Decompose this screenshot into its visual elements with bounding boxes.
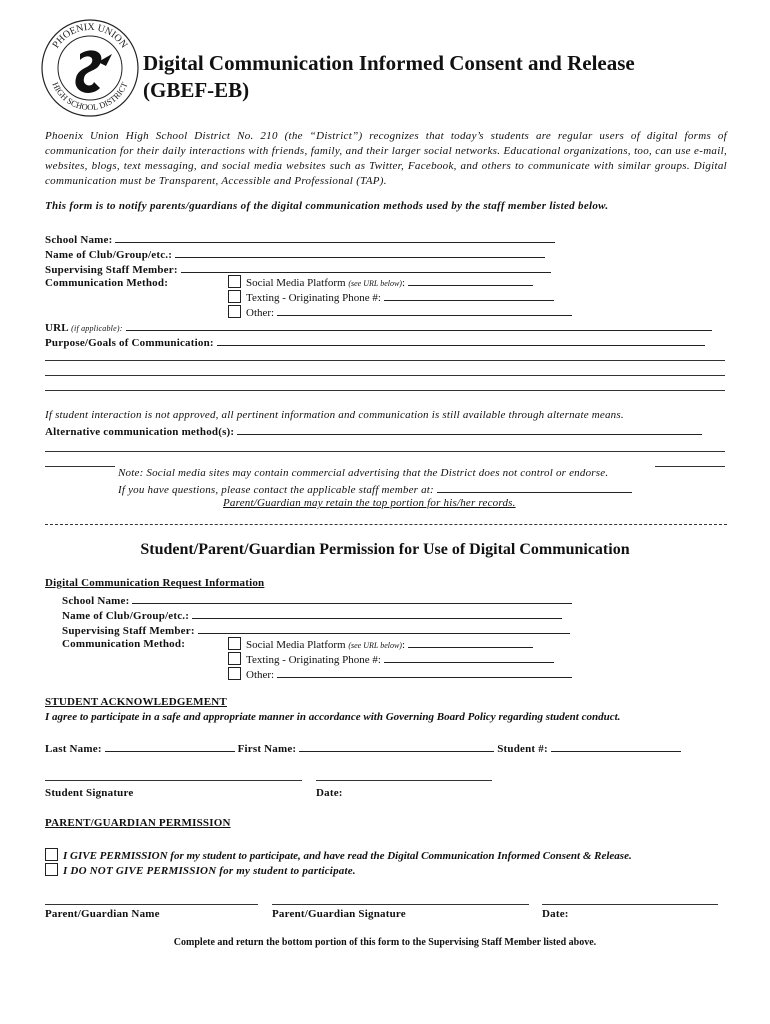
student-sig-label: Student Signature	[45, 787, 134, 799]
opt-texting[interactable]	[228, 290, 554, 304]
b-social-line[interactable]	[408, 637, 533, 648]
checkbox-give-permission[interactable]	[45, 848, 58, 861]
cut-line-divider	[45, 524, 727, 525]
staff-contact-line[interactable]	[437, 482, 632, 493]
alt-method-field[interactable]	[45, 424, 702, 438]
note-questions	[118, 482, 632, 496]
purpose-line[interactable]	[217, 335, 705, 346]
request-info-heading: Digital Communication Request Information	[45, 577, 265, 589]
student-ack-heading: STUDENT ACKNOWLEDGEMENT	[45, 696, 227, 708]
last-name-line[interactable]	[105, 741, 235, 752]
student-date-label: Date:	[316, 787, 343, 799]
purpose-line-4[interactable]	[45, 390, 725, 391]
school-name-field[interactable]	[45, 232, 555, 246]
student-sig-line[interactable]	[45, 780, 302, 781]
b-checkbox-social-media[interactable]	[228, 637, 241, 650]
url-field[interactable]	[45, 320, 712, 334]
alt-method-line[interactable]	[237, 424, 702, 435]
club-label: Name of Club/Group/etc.:	[45, 249, 173, 261]
student-num-label: Student #:	[497, 743, 548, 755]
staff-line[interactable]	[181, 262, 551, 273]
parent-perm-heading: PARENT/GUARDIAN PERMISSION	[45, 817, 231, 829]
b-method-label: Communication Method:	[62, 638, 186, 650]
alt-method-line-3a[interactable]	[45, 466, 115, 467]
b-opt-other[interactable]	[228, 667, 572, 681]
b-staff-line[interactable]	[198, 623, 570, 634]
intro-paragraph: Phoenix Union High School District No. 210 (the “District”) recognizes that today’s students are regular users of digital forms of communication for their daily interactions with friends, family, and their larger social networks. Educational organizations, too, can use e-mail, websites, blogs, text messaging, and social media websites such as Twitter, Facebook, and others to communicate with similar groups. Digital communication must be Transparent, Accessible and Professional (TAP).	[45, 130, 727, 187]
notify-statement: This form is to notify parents/guardians of the digital communication methods used by the staff member listed below.	[45, 200, 609, 212]
opt-texting-label: Texting - Originating Phone #:	[246, 292, 381, 304]
checkbox-other[interactable]	[228, 305, 241, 318]
opt-social-note: (see URL below)	[348, 279, 402, 288]
b-club-field[interactable]	[62, 608, 562, 622]
method-label: Communication Method:	[45, 277, 169, 289]
pg-sig-label: Parent/Guardian Signature	[272, 908, 406, 920]
pg-sig-line[interactable]	[272, 904, 529, 905]
b-other-line[interactable]	[277, 667, 572, 678]
opt-other[interactable]	[228, 305, 572, 319]
note-advertising: Note: Social media sites may contain commercial advertising that the District does not control or endorse.	[118, 467, 609, 479]
staff-label: Supervising Staff Member:	[45, 264, 178, 276]
b-checkbox-texting[interactable]	[228, 652, 241, 665]
url-line[interactable]	[126, 320, 712, 331]
purpose-field[interactable]: Purpose/Goals of Communication:	[45, 335, 705, 349]
give-permission-option[interactable]	[45, 848, 632, 862]
b-checkbox-other[interactable]	[228, 667, 241, 680]
b-club-line[interactable]	[192, 608, 562, 619]
permission-heading: Student/Parent/Guardian Permission for Use of Digital Communication	[140, 541, 630, 558]
b-school-name-field[interactable]	[62, 593, 572, 607]
svg-text:PHOENIX UNION: PHOENIX UNION	[50, 21, 130, 51]
pg-date-label: Date:	[542, 908, 569, 920]
title-line-2: (GBEF-EB)	[143, 78, 250, 102]
purpose-label: Purpose/Goals of Communication	[45, 337, 210, 349]
opt-other-label: Other:	[246, 307, 275, 319]
pg-name-label: Parent/Guardian Name	[45, 908, 160, 920]
b-opt-other-label: Other:	[246, 669, 275, 681]
opt-social-media[interactable]: Social Media Platform (see URL below):	[228, 275, 533, 289]
alt-method-label: Alternative communication method(s):	[45, 426, 235, 438]
last-name-label: Last Name:	[45, 743, 102, 755]
student-num-line[interactable]	[551, 741, 681, 752]
district-seal-logo	[40, 18, 140, 118]
title-line-1: Digital Communication Informed Consent and Release	[143, 51, 635, 75]
form-title	[143, 50, 635, 104]
purpose-line-3[interactable]	[45, 375, 725, 376]
give-permission-text: I GIVE PERMISSION for my student to participate, and have read the Digital Communication Informed Consent & Release.	[63, 850, 632, 862]
b-staff-label: Supervising Staff Member:	[62, 625, 195, 637]
alt-method-line-2[interactable]	[45, 451, 725, 452]
not-give-permission-option[interactable]	[45, 863, 356, 877]
club-field[interactable]	[45, 247, 545, 261]
club-line[interactable]	[175, 247, 545, 258]
checkbox-not-give-permission[interactable]	[45, 863, 58, 876]
not-approved-text: If student interaction is not approved, all pertinent information and communication is still available through alternate means.	[45, 409, 624, 421]
first-name-line[interactable]	[299, 741, 494, 752]
b-opt-social-media[interactable]: Social Media Platform (see URL below):	[228, 637, 533, 651]
pg-date-line[interactable]	[542, 904, 718, 905]
school-name-line[interactable]	[115, 232, 555, 243]
first-name-label: First Name:	[237, 743, 297, 755]
note-retain: Parent/Guardian may retain the top portion for his/her records.	[223, 497, 516, 509]
b-opt-social-note: (see URL below)	[348, 641, 402, 650]
footer-instruction: Complete and return the bottom portion of this form to the Supervising Staff Member listed above.	[173, 937, 597, 948]
student-date-line[interactable]	[316, 780, 492, 781]
b-staff-field[interactable]	[62, 623, 570, 637]
b-school-name-label: School Name:	[62, 595, 130, 607]
b-school-name-line[interactable]	[132, 593, 572, 604]
pg-name-line[interactable]	[45, 904, 258, 905]
b-club-label: Name of Club/Group/etc.:	[62, 610, 190, 622]
texting-line[interactable]	[384, 290, 554, 301]
note-questions-text: If you have questions, please contact the applicable staff member at:	[118, 484, 434, 496]
checkbox-social-media[interactable]	[228, 275, 241, 288]
school-name-label: School Name:	[45, 234, 113, 246]
alt-method-line-3b[interactable]	[655, 466, 725, 467]
staff-field[interactable]	[45, 262, 551, 276]
svg-text:HIGH SCHOOL DISTRICT: HIGH SCHOOL DISTRICT	[50, 80, 130, 113]
student-name-row[interactable]	[45, 741, 681, 755]
agree-statement: I agree to participate in a safe and appropriate manner in accordance with Governing Board Policy regarding student conduct.	[45, 711, 621, 723]
opt-social-label: Social Media Platform	[246, 277, 346, 289]
url-note: (if applicable):	[71, 324, 123, 333]
other-line[interactable]	[277, 305, 572, 316]
b-opt-social-label: Social Media Platform	[246, 639, 346, 651]
checkbox-texting[interactable]	[228, 290, 241, 303]
b-opt-texting[interactable]	[228, 652, 554, 666]
purpose-line-2[interactable]	[45, 360, 725, 361]
url-label: URL	[45, 322, 69, 334]
not-give-permission-text: I DO NOT GIVE PERMISSION for my student to participate.	[63, 865, 356, 877]
b-texting-line[interactable]	[384, 652, 554, 663]
b-opt-texting-label: Texting - Originating Phone #:	[246, 654, 381, 666]
social-line[interactable]	[408, 275, 533, 286]
